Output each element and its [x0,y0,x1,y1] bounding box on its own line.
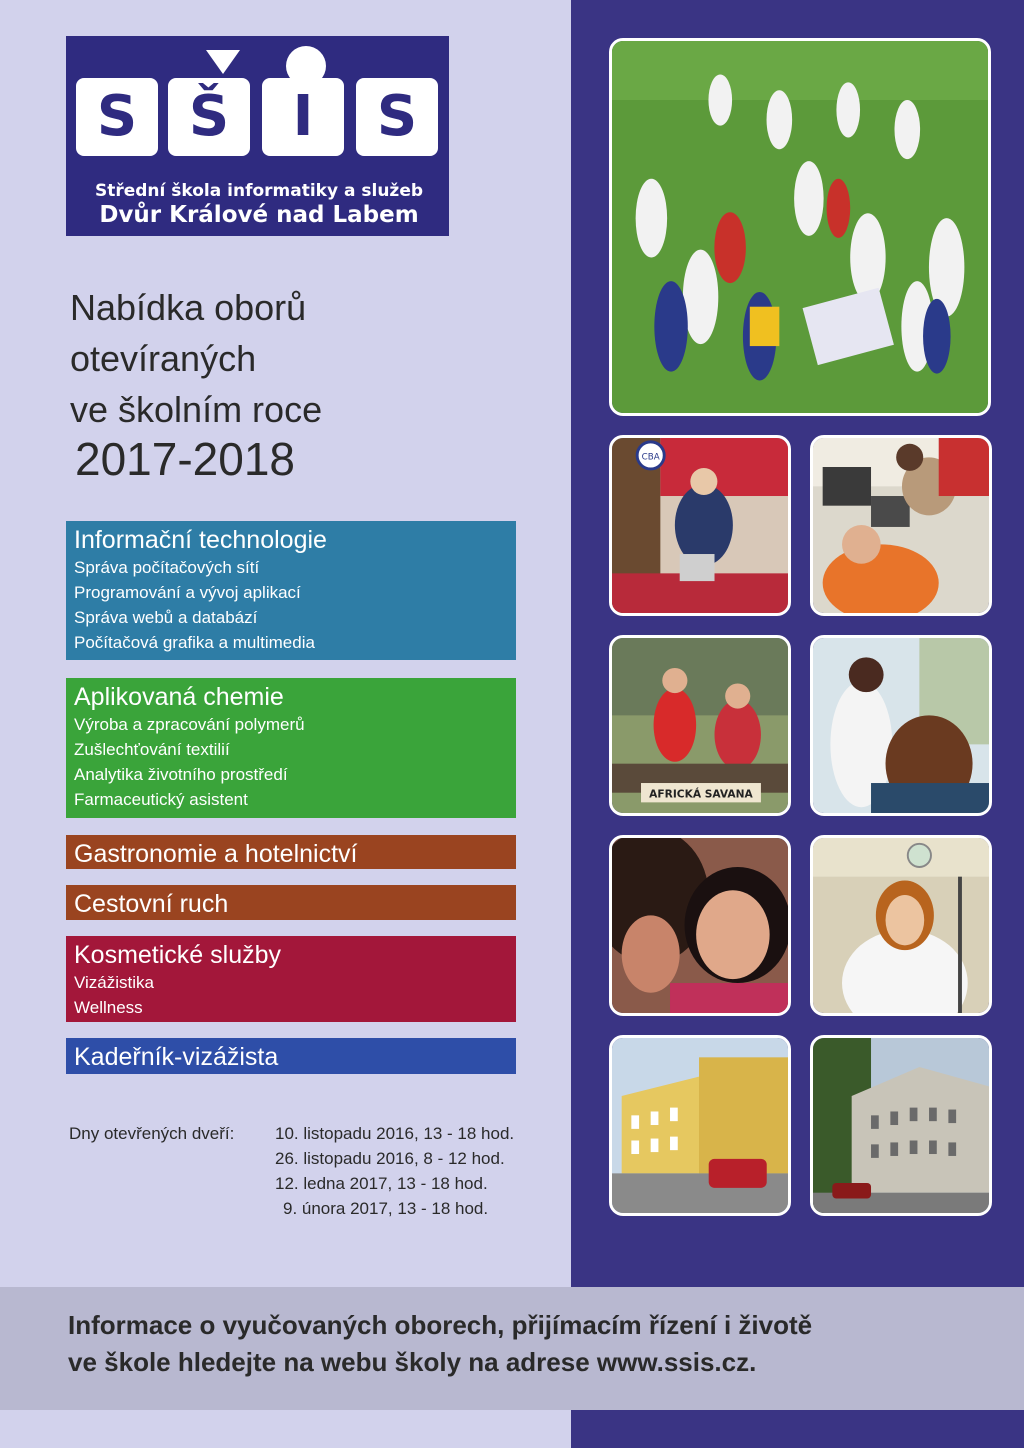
cba-badge-text: CBA [641,452,660,463]
program-cosmetics [66,936,516,1022]
program-title: Kadeřník-vizážista [74,1043,279,1071]
program-title: Aplikovaná chemie [74,683,284,711]
program-subitem: Wellness [74,998,143,1017]
logo-letter-s2: Š [168,78,250,156]
info-line-1: Informace o vyučovaných oborech, přijímacím řízení i životě [68,1310,813,1340]
program-title: Informační technologie [74,526,327,554]
program-subitem: Zušlechťování textilií [74,740,230,759]
program-hairdresser [66,1038,516,1074]
photo-bartender [609,435,791,616]
page-title [70,282,550,435]
logo-letter-i: I [262,78,344,156]
program-gastronomy [66,835,516,869]
logo-letter-s1: S [76,78,158,156]
title-line-2: otevíraných [70,338,257,379]
logo-town: Dvůr Králové nad Labem [99,202,419,228]
logo-letter-s3: S [356,78,438,156]
program-subitem: Farmaceutický asistent [74,790,248,809]
photo-chemistry-lab [810,835,992,1016]
info-band [0,1287,1024,1410]
open-days-label: Dny otevřených dveří: [69,1124,235,1143]
open-day-date: 26. listopadu 2016, 8 - 12 hod. [275,1149,505,1168]
program-subitem: Analytika životního prostředí [74,765,288,784]
program-tourism [66,885,516,920]
program-subitem: Programování a vývoj aplikací [74,583,301,602]
logo-school-name: Střední škola informatiky a služeb [94,181,424,201]
title-line-1: Nabídka oborů [70,287,307,328]
photo-students-field [609,38,991,416]
photo-computer-lab [810,435,992,616]
program-subitem: Správa počítačových sítí [74,558,260,577]
photo-school-building-yellow [609,1035,791,1216]
open-day-date: 9. února 2017, 13 - 18 hod. [283,1199,489,1218]
savana-sign-text: AFRICKÁ SAVANA [649,787,753,801]
photo-school-building-grey [810,1035,992,1216]
program-subitem: Výroba a zpracování polymerů [74,715,305,734]
photo-makeup [609,835,791,1016]
program-chemistry [66,678,516,818]
program-title: Gastronomie a hotelnictví [74,840,358,868]
program-subitem: Správa webů a databází [74,608,258,627]
photo-african-savana [609,635,791,816]
logo-triangle [206,50,240,74]
title-line-3: ve školním roce [70,389,323,430]
program-title: Cestovní ruch [74,890,229,918]
program-subitem: Vizážistika [74,973,154,992]
info-line-2: ve škole hledejte na webu školy na adrese www.ssis.cz. [68,1347,757,1377]
program-it [66,521,516,660]
program-subitem: Počítačová grafika a multimedia [74,633,315,652]
school-logo [66,36,449,236]
photo-hairdressing [810,635,992,816]
open-day-date: 12. ledna 2017, 13 - 18 hod. [275,1174,488,1193]
school-year: 2017-2018 [75,433,295,485]
program-title: Kosmetické služby [74,941,282,969]
open-day-date: 10. listopadu 2016, 13 - 18 hod. [275,1124,515,1143]
